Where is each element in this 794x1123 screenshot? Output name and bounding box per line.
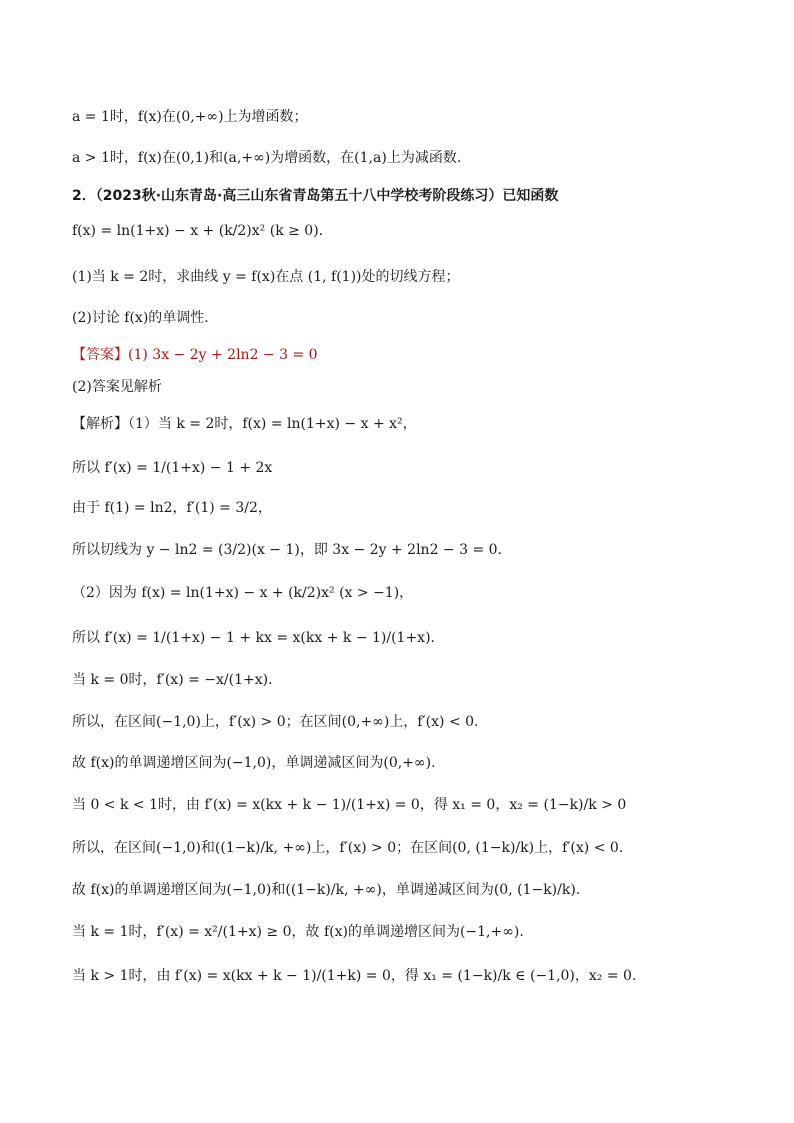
question-1: (1)当 k = 2时，求曲线 y = f(x)在点 (1, f(1))处的切线方程；	[72, 269, 460, 285]
values-at-1: 由于 f(1) = ln2，f′(1) = 3/2，	[72, 500, 272, 516]
case-k-between: 当 0 < k < 1时，由 f′(x) = x(kx + k − 1)/(1+x) = 0，得 x₁ = 0，x₂ = (1−k)/k > 0	[72, 797, 627, 813]
case-k-0-intervals: 故 f(x)的单调递增区间为(−1,0)，单调递减区间为(0,+∞).	[72, 755, 436, 771]
tangent-line: 所以切线为 y − ln2 = (3/2)(x − 1)，即 3x − 2y + 2ln2 − 3 = 0.	[72, 542, 503, 558]
function-definition: f(x) = ln(1+x) − x + (k/2)x² (k ≥ 0).	[72, 223, 324, 239]
case-k-gt-1: 当 k > 1时，由 f′(x) = x(kx + k − 1)/(1+k) = 0，得 x₁ = (1−k)/k ∈ (−1,0)，x₂ = 0.	[72, 968, 637, 984]
derivative-general: 所以 f′(x) = 1/(1+x) − 1 + kx = x(kx + k − 1)/(1+x).	[72, 630, 435, 646]
derivative-1: 所以 f′(x) = 1/(1+x) − 1 + 2x	[72, 460, 273, 476]
answer-1: 【答案】(1) 3x − 2y + 2ln2 − 3 = 0	[72, 347, 318, 363]
question-2: (2)讨论 f(x)的单调性.	[72, 310, 209, 326]
case-k-0-signs: 所以，在区间(−1,0)上，f′(x) > 0；在区间(0,+∞)上，f′(x) < 0.	[72, 714, 479, 730]
line-a-eq-1: a = 1时，f(x)在(0,+∞)上为增函数；	[72, 109, 308, 125]
part-2-start: （2）因为 f(x) = ln(1+x) − x + (k/2)x² (x > −1)，	[72, 585, 414, 601]
case-k-between-intervals: 故 f(x)的单调递增区间为(−1,0)和((1−k)/k, +∞)，单调递减区间为(0, (1−k)/k).	[72, 882, 581, 898]
problem-heading: 2．（2023秋·山东青岛·高三山东省青岛第五十八中学校考阶段练习）已知函数	[72, 188, 559, 204]
solution-start: 【解析】（1）当 k = 2时，f(x) = ln(1+x) − x + x²，	[72, 416, 417, 432]
case-k-0: 当 k = 0时，f′(x) = −x/(1+x).	[72, 672, 273, 688]
line-a-gt-1: a > 1时，f(x)在(0,1)和(a,+∞)为增函数，在(1,a)上为减函数.	[72, 150, 462, 166]
case-k-1: 当 k = 1时，f′(x) = x²/(1+x) ≥ 0，故 f(x)的单调递增区间为(−1,+∞).	[72, 924, 524, 940]
answer-2: (2)答案见解析	[72, 379, 162, 395]
case-k-between-signs: 所以，在区间(−1,0)和((1−k)/k, +∞)上，f′(x) > 0；在区间(0, (1−k)/k)上，f′(x) < 0.	[72, 840, 624, 856]
